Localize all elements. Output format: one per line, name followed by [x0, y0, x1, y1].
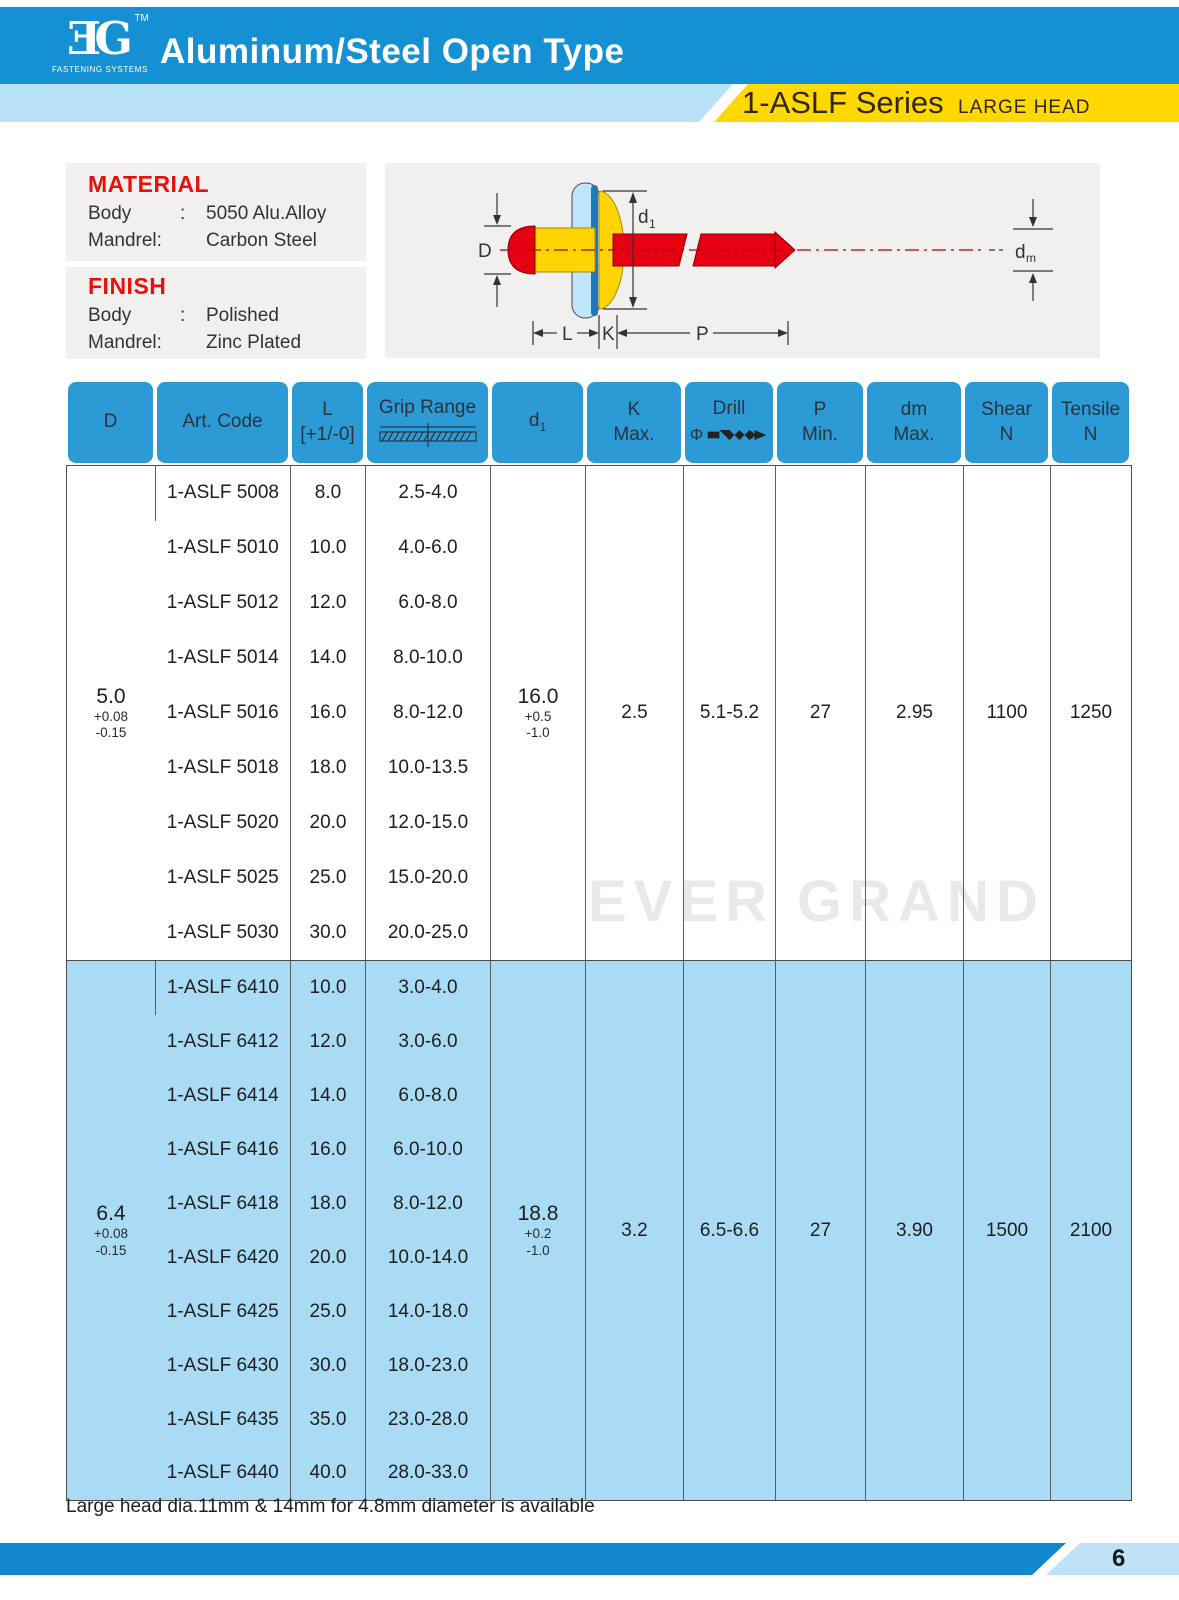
- footer-bar: [0, 1543, 1179, 1575]
- grip-range-cell: 15.0-20.0: [366, 851, 491, 906]
- dim-P-label: P: [696, 324, 709, 345]
- length-cell: 25.0: [291, 851, 366, 906]
- art-code-cell: 1-ASLF 6412: [156, 1015, 291, 1069]
- drill-bit-icon: [706, 424, 768, 446]
- rivet-diagram: [385, 163, 1100, 358]
- material-mandrel-label: Mandrel:: [88, 229, 162, 251]
- col-header-drill: [683, 380, 775, 465]
- finish-body-line: [88, 303, 366, 330]
- grip-range-cell: 2.5-4.0: [366, 466, 491, 521]
- d1-tol-plus: +0.5: [524, 708, 552, 724]
- finish-body-value: Polished: [206, 305, 279, 326]
- d1-value: 18.8: [517, 1202, 559, 1226]
- col-k-label: K: [627, 398, 641, 420]
- art-code-cell: 1-ASLF 6430: [156, 1339, 291, 1393]
- col-drill-label: Drill: [712, 398, 746, 420]
- length-cell: 40.0: [291, 1447, 366, 1501]
- p-min-cell: 27: [776, 466, 866, 961]
- d1-tol-plus: +0.2: [524, 1226, 552, 1242]
- grip-range-icon: [376, 423, 480, 447]
- grip-range-cell: 6.0-8.0: [366, 1069, 491, 1123]
- length-cell: 16.0: [291, 1123, 366, 1177]
- length-cell: 20.0: [291, 796, 366, 851]
- d-value: 6.4: [96, 1202, 126, 1226]
- art-code-cell: 1-ASLF 6414: [156, 1069, 291, 1123]
- grip-range-cell: 12.0-15.0: [366, 796, 491, 851]
- dm-max-cell: 3.90: [866, 961, 964, 1501]
- d-tol-minus: -0.15: [95, 1242, 127, 1258]
- col-tensile-label: Tensile: [1060, 398, 1121, 420]
- p-min-cell: 27: [776, 961, 866, 1501]
- length-cell: 16.0: [291, 686, 366, 741]
- art-code-cell: 1-ASLF 5014: [166, 647, 279, 668]
- col-header-dm: [865, 380, 963, 465]
- art-code-cell: 1-ASLF 5030: [166, 921, 279, 943]
- length-cell: 12.0: [291, 576, 366, 631]
- table-group-5mm: [67, 466, 1132, 961]
- col-d1-label: $d_1$: [528, 410, 547, 434]
- series-name: 1-ASLF Series: [742, 85, 944, 120]
- d-merged-cell: [67, 961, 156, 1501]
- grip-range-cell: 28.0-33.0: [366, 1447, 491, 1501]
- grip-range-cell: 4.0-6.0: [366, 521, 491, 576]
- art-code-cell: 1-ASLF 6435: [156, 1393, 291, 1447]
- dm-max-cell: 2.95: [866, 466, 964, 961]
- col-header-d: [66, 380, 155, 465]
- material-heading: MATERIAL: [88, 171, 210, 197]
- finish-heading: FINISH: [88, 273, 167, 299]
- col-header-length: [290, 380, 365, 465]
- footer-blue-strip: [0, 1543, 1179, 1575]
- length-cell: 20.0: [291, 1231, 366, 1285]
- art-code-cell: 1-ASLF 5018: [166, 757, 279, 778]
- d-merged-cell: [67, 466, 156, 961]
- grip-range-cell: 20.0-25.0: [366, 906, 491, 961]
- length-cell: 18.0: [291, 1177, 366, 1231]
- d1-value: 16.0: [517, 684, 559, 708]
- d-value: 5.0: [96, 684, 126, 708]
- finish-mandrel-line: [88, 330, 366, 357]
- table-row: [67, 466, 1132, 521]
- art-code-cell: 1-ASLF 6410: [156, 961, 291, 1015]
- grip-range-cell: 8.0-10.0: [366, 631, 491, 686]
- art-code-cell: 1-ASLF 6425: [156, 1285, 291, 1339]
- dim-dm-sub: m: [1026, 251, 1036, 265]
- dim-L-label: L: [562, 324, 573, 345]
- spec-table-header: [66, 380, 1131, 465]
- art-code-cell: 1-ASLF 6440: [156, 1447, 291, 1501]
- finish-body-colon: :: [180, 305, 186, 326]
- length-cell: 35.0: [291, 1393, 366, 1447]
- page-title: Aluminum/Steel Open Type: [160, 32, 625, 71]
- material-body-colon: :: [180, 203, 186, 224]
- art-code-cell: 1-ASLF 5010: [166, 537, 279, 558]
- length-cell: 30.0: [291, 1339, 366, 1393]
- page-number: 6: [1112, 1545, 1126, 1572]
- col-header-d1: [490, 380, 585, 465]
- col-dm-qualifier: Max.: [893, 423, 935, 445]
- art-code-cell: 1-ASLF 6416: [156, 1123, 291, 1177]
- col-header-grip-range: [365, 380, 490, 465]
- grip-range-cell: 8.0-12.0: [366, 686, 491, 741]
- length-cell: 18.0: [291, 741, 366, 796]
- col-dm-label: dm: [900, 398, 928, 420]
- art-code-cell: 1-ASLF 5008: [156, 466, 291, 521]
- material-mandrel-value: Carbon Steel: [206, 229, 317, 251]
- shear-cell: 1500: [964, 961, 1051, 1501]
- col-l-label: L: [322, 398, 333, 420]
- grip-range-cell: 6.0-10.0: [366, 1123, 491, 1177]
- tensile-cell: 1250: [1051, 466, 1132, 961]
- col-header-shear: [963, 380, 1050, 465]
- col-p-label: P: [813, 398, 827, 420]
- tensile-cell: 2100: [1051, 961, 1132, 1501]
- phi-symbol: Φ: [689, 424, 704, 444]
- col-header-k: [585, 380, 683, 465]
- spec-table: [66, 465, 1132, 1501]
- length-cell: 25.0: [291, 1285, 366, 1339]
- art-code-cell: 1-ASLF 6418: [156, 1177, 291, 1231]
- art-code-cell: 1-ASLF 5016: [166, 702, 279, 723]
- col-drill-symbol: [690, 424, 769, 446]
- col-header-art-code: [155, 380, 290, 465]
- finish-panel: [66, 267, 366, 359]
- length-cell: 14.0: [291, 631, 366, 686]
- grip-range-cell: 18.0-23.0: [366, 1339, 491, 1393]
- series-banner: [0, 84, 1179, 122]
- finish-body-label: Body: [88, 305, 132, 326]
- length-cell: 30.0: [291, 906, 366, 961]
- drill-cell: 5.1-5.2: [684, 466, 776, 961]
- grip-range-cell: 10.0-14.0: [366, 1231, 491, 1285]
- art-code-cell: 1-ASLF 5012: [166, 592, 279, 613]
- k-max-cell: 3.2: [586, 961, 684, 1501]
- length-cell: 10.0: [291, 961, 366, 1015]
- col-shear-label: Shear: [981, 398, 1032, 420]
- material-mandrel-line: [88, 228, 366, 255]
- d1-merged-cell: [491, 466, 586, 961]
- col-l-tolerance: [+1/-0]: [300, 423, 355, 445]
- col-header-p: [775, 380, 865, 465]
- art-code-cell: 1-ASLF 5025: [166, 867, 279, 888]
- grip-range-cell: 10.0-13.5: [366, 741, 491, 796]
- shear-cell: 1100: [964, 466, 1051, 961]
- col-art-label: Art. Code: [182, 411, 263, 433]
- d1-tol-minus: -1.0: [526, 1242, 550, 1258]
- finish-mandrel-label: Mandrel:: [88, 331, 162, 353]
- table-group-6.4mm: [67, 961, 1132, 1501]
- footnote: Large head dia.11mm & 14mm for 4.8mm diameter is available: [66, 1496, 595, 1517]
- length-cell: 12.0: [291, 1015, 366, 1069]
- logo-subtext: FASTENING SYSTEMS: [52, 65, 148, 75]
- length-cell: 8.0: [291, 466, 366, 521]
- grip-range-cell: 23.0-28.0: [366, 1393, 491, 1447]
- dim-D-label: D: [478, 241, 492, 262]
- col-header-tensile: [1050, 380, 1131, 465]
- finish-mandrel-value: Zinc Plated: [206, 331, 302, 353]
- grip-range-cell: 6.0-8.0: [366, 576, 491, 631]
- top-header-bar: [0, 7, 1179, 84]
- grip-range-cell: 14.0-18.0: [366, 1285, 491, 1339]
- grip-range-cell: 3.0-6.0: [366, 1015, 491, 1069]
- finish-mandrel-colon: [180, 330, 206, 357]
- head-type-label: LARGE HEAD: [958, 97, 1091, 118]
- col-d-label: D: [103, 411, 118, 433]
- col-p-qualifier: Min.: [802, 423, 838, 445]
- material-mandrel-colon: [180, 228, 206, 255]
- company-logo: [52, 12, 149, 75]
- length-cell: 10.0: [291, 521, 366, 576]
- art-code-cell: 1-ASLF 6420: [156, 1231, 291, 1285]
- d-tol-minus: -0.15: [95, 725, 127, 741]
- col-shear-unit: N: [999, 423, 1014, 445]
- col-k-qualifier: Max.: [613, 423, 655, 445]
- material-body-label: Body: [88, 203, 132, 224]
- rivet-diagram-panel: [385, 163, 1100, 358]
- material-body-value: 5050 Alu.Alloy: [206, 203, 327, 224]
- d1-tol-minus: -1.0: [526, 725, 550, 741]
- watermark: EVER GRAND: [588, 869, 1045, 934]
- d-tol-plus: +0.08: [93, 708, 129, 724]
- art-code-cell: 1-ASLF 5020: [166, 812, 279, 833]
- d1-merged-cell: [491, 961, 586, 1501]
- drill-cell: 6.5-6.6: [684, 961, 776, 1501]
- k-max-cell: 2.5: [586, 466, 684, 961]
- col-grip-label: Grip Range: [378, 397, 477, 419]
- length-cell: 14.0: [291, 1069, 366, 1123]
- dim-K-label: K: [602, 324, 615, 345]
- col-tensile-unit: N: [1083, 423, 1098, 445]
- table-row: [67, 961, 1132, 1015]
- material-body-line: [88, 201, 366, 228]
- dim-dm-label: d: [1015, 242, 1026, 263]
- d-tol-plus: +0.08: [93, 1226, 129, 1242]
- grip-range-cell: 8.0-12.0: [366, 1177, 491, 1231]
- grip-range-cell: 3.0-4.0: [366, 961, 491, 1015]
- trademark-symbol: TM: [134, 13, 149, 24]
- material-panel: [66, 163, 366, 261]
- dim-d1-sub: 1: [649, 217, 656, 231]
- dim-d1-label: d: [638, 207, 649, 228]
- logo-monogram: ƎG: [67, 12, 126, 65]
